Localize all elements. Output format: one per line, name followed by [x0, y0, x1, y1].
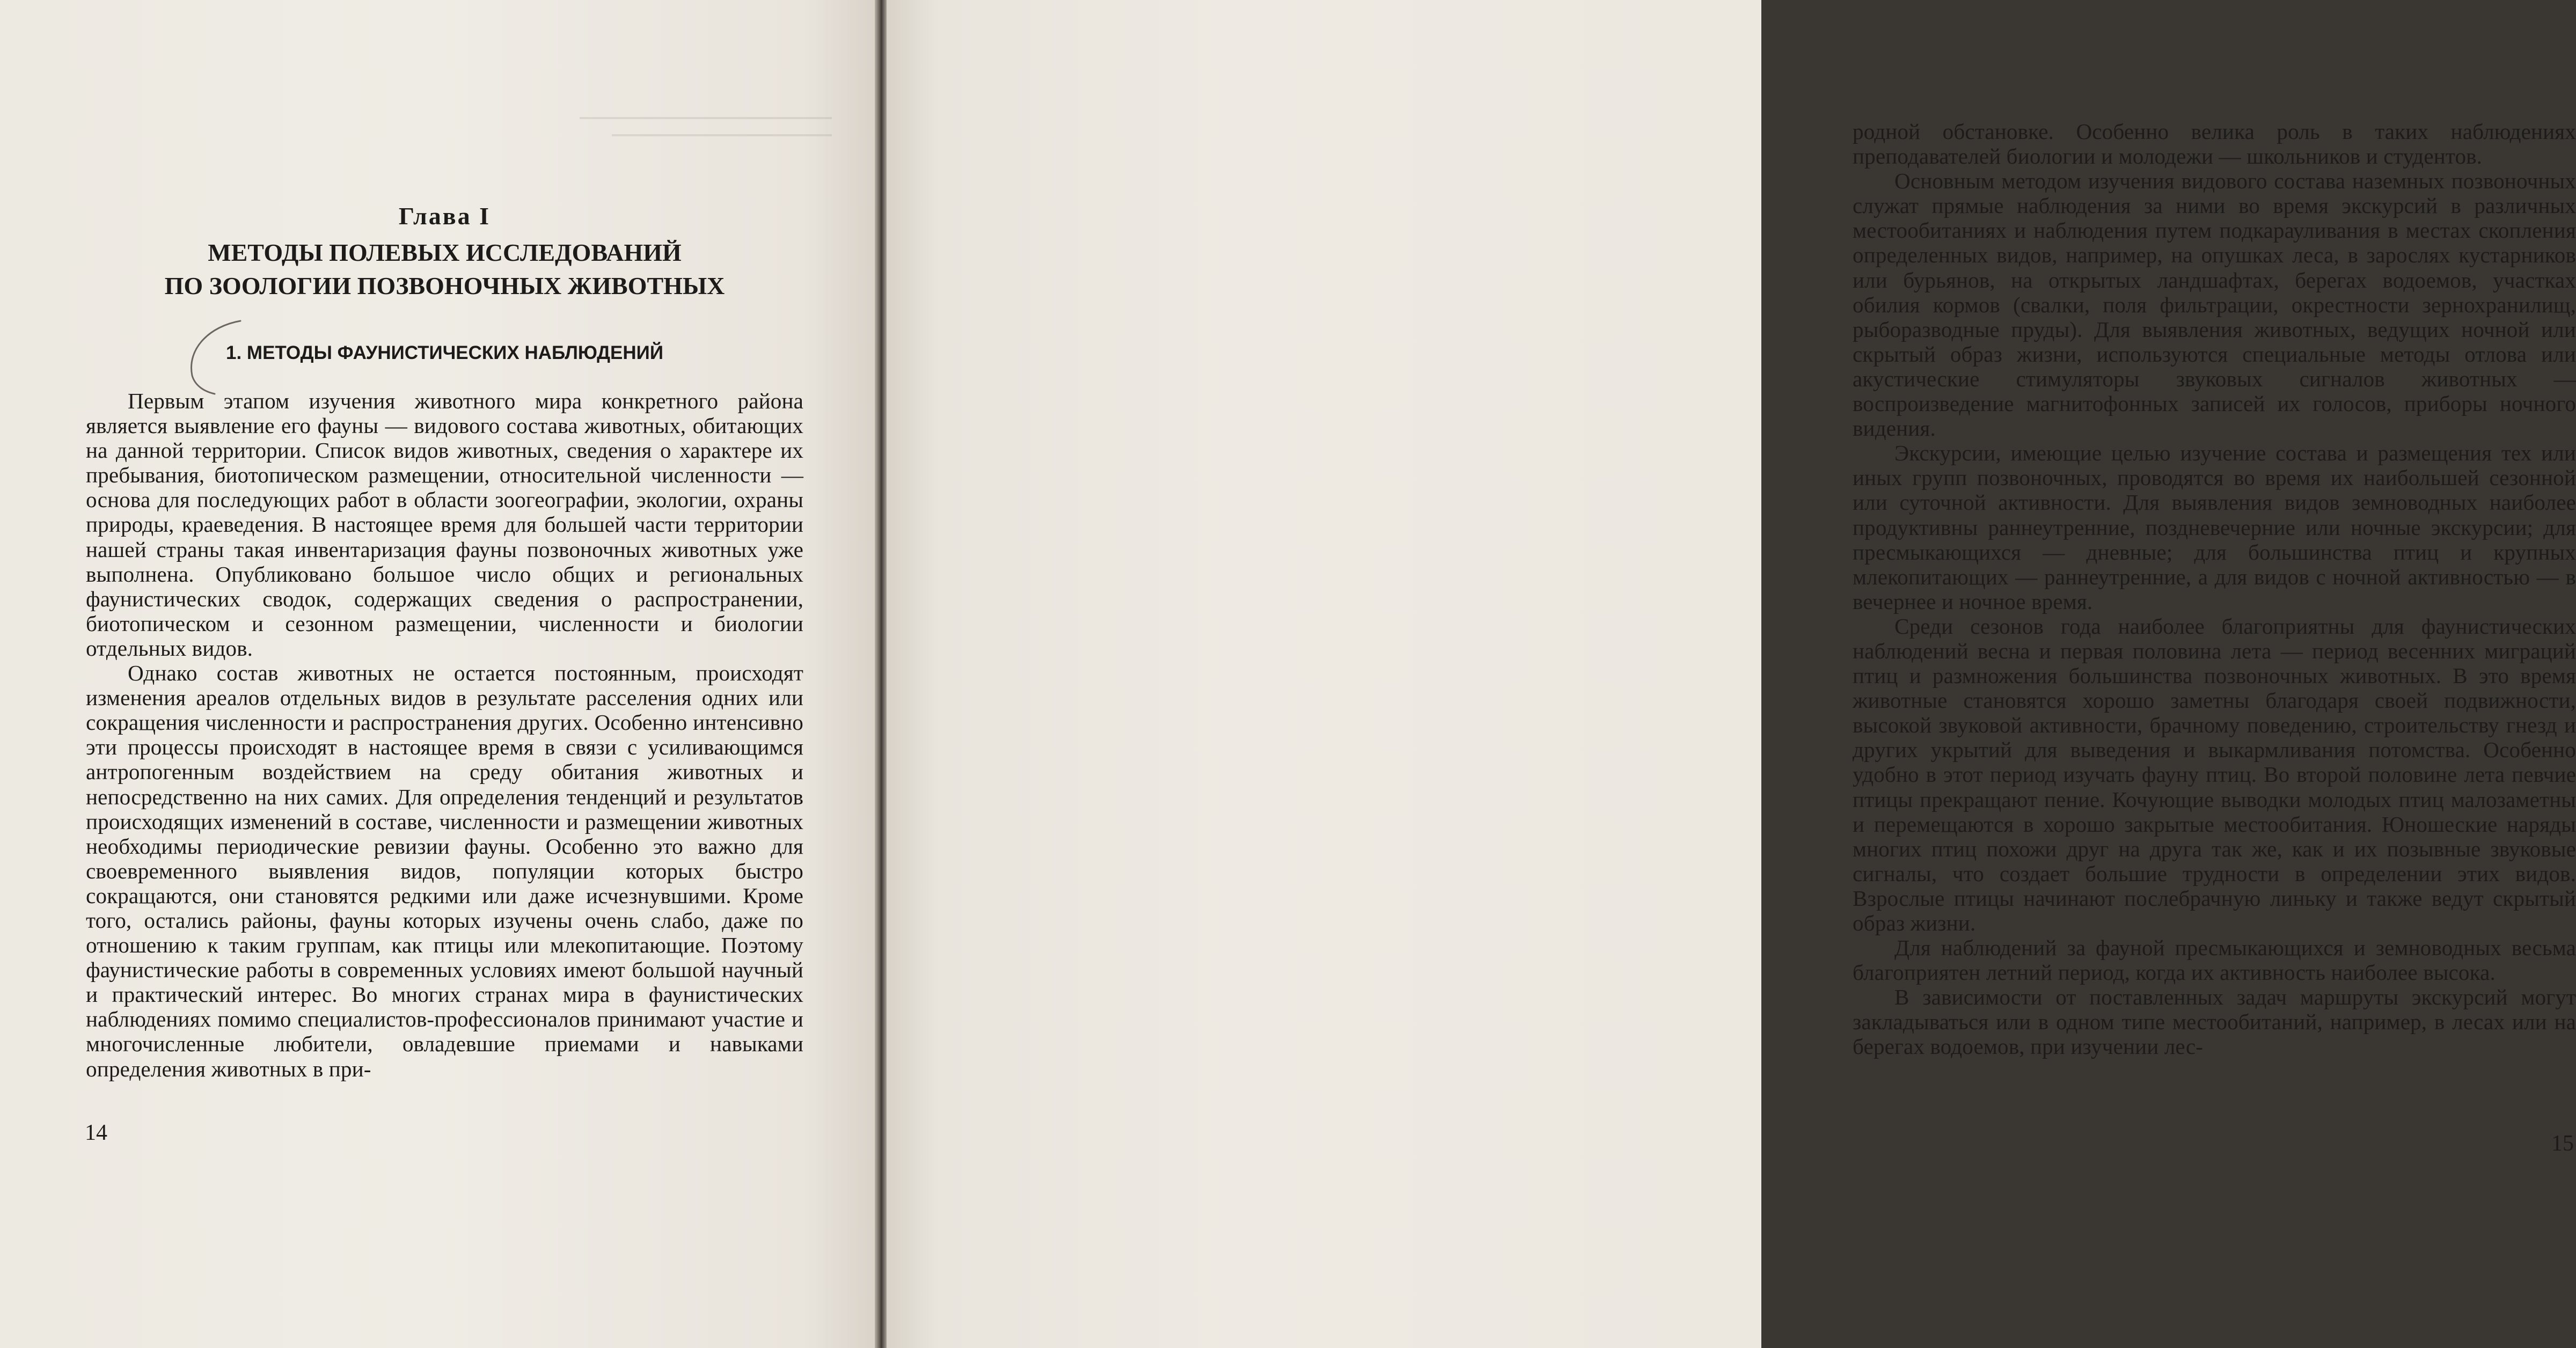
left-body-text [86, 389, 803, 1081]
chapter-title-line-2: ПО ЗООЛОГИИ ПОЗВОНОЧНЫХ ЖИВОТНЫХ [164, 272, 725, 299]
section-title: 1. МЕТОДЫ ФАУНИСТИЧЕСКИХ НАБЛЮДЕНИЙ [226, 342, 663, 363]
chapter-title [86, 236, 803, 303]
chapter-label: Глава I [398, 202, 491, 230]
bleed-through-shadow [580, 113, 832, 150]
paragraph: Экскурсии, имеющие целью изучение состава и размещения тех или иных групп позвоночных, проводятся во время их наибольшей сезонной или суточной активности. Для выявления видов земноводных наиболее продуктивны раннеутренние, поздневечерние или ночные экскурсии; для пресмыкающихся — дневные; для большинства птиц и крупных млекопитающих — раннеутренние, а для видов с ночной активностью — в вечернее и ночное время. [1853, 441, 2576, 614]
book-gutter [875, 0, 887, 1348]
right-page [887, 0, 2576, 1348]
paragraph: родной обстановке. Особенно велика роль в таких наблюдениях преподавателей биологии и молодежи — школьников и студентов. [1853, 119, 2576, 169]
paragraph: Для наблюдений за фауной пресмыкающихся и земноводных весьма благоприятен летний период, когда их активность наиболее высока. [1853, 935, 2576, 985]
paragraph: Однако состав животных не остается постоянным, происходят изменения ареалов отдельных видов в результате расселения одних или сокращения численности и распространения других. Особенно интенсивно эти процессы происходят в настоящее время в связи с усиливающимся антропогенным воздействием на среду обитания животных и непосредственно на них самих. Для определения тенденций и результатов происходящих изменений в составе, численности и размещении животных необходимы периодические ревизии фауны. Особенно это важно для своевременного выявления видов, популяции которых быстро сокращаются, они становятся редкими или даже исчезнувшими. Кроме того, остались районы, фауны которых изучены очень слабо, даже по отношению к таким группам, как птицы или млекопитающие. Поэтому фаунистические работы в современных условиях имеют большой научный и практический интерес. Во многих странах мира в фаунистических наблюдениях помимо специалистов-профессионалов принимают участие и многочисленные любители, овладевшие приемами и навыками определения животных в при- [86, 661, 803, 1081]
paragraph: Среди сезонов года наиболее благоприятны для фаунистических наблюдений весна и первая половина лета — период весенних миграций птиц и размножения большинства позвоночных животных. В это время животные становятся хорошо заметны благодаря своей подвижности, высокой звуковой активности, брачному поведению, строительству гнезд и других укрытий для выведения и выкармливания потомства. Особенно удобно в этот период изучать фауну птиц. Во второй половине лета певчие птицы прекращают пение. Кочующие выводки молодых птиц малозаметны и перемещаются в хорошо закрытые местообитания. Юношеские наряды многих птиц похожи друг на друга так же, как и их позывные звуковые сигналы, что создает большие трудности в определении этих видов. Взрослые птицы начинают послебрачную линьку и также ведут скрытый образ жизни. [1853, 613, 2576, 935]
paragraph: Первым этапом изучения животного мира конкретного района является выявление его фауны — видового состава животных, обитающих на данной территории. Список видов животных, сведения о характере их пребывания, биотопическом размещении, относительной численности — основа для последующих работ в области зоогеографии, экологии, охраны природы, краеведения. В настоящее время для большей части территории нашей страны такая инвентаризация фауны позвоночных животных уже выполнена. Опубликовано большое число общих и региональных фаунистических сводок, содержащих сведения о распространении, биотопическом и сезонном размещении, численности и биологии отдельных видов. [86, 389, 803, 661]
chapter-title-line-1: МЕТОДЫ ПОЛЕВЫХ ИССЛЕДОВАНИЙ [208, 239, 682, 266]
page-number: 14 [85, 1120, 107, 1145]
paragraph: Основным методом изучения видового состава наземных позвоночных служат прямые наблюдения за ними во время экскурсий в различных местообитаниях и наблюдения путем подкарауливания в местах скопления определенных видов, например, на опушках леса, в зарослях кустарников или бурьянов, на открытых ландшафтах, берегах водоемов, участках обилия кормов (свалки, поля фильтрации, окрестности зернохранилищ, рыборазводные пруды). Для выявления животных, ведущих ночной или скрытый образ жизни, используются специальные методы отлова или акустические стимуляторы звуковых сигналов животных — воспроизведение магнитофонных записей их голосов, приборы ночного видения. [1853, 169, 2576, 441]
paragraph: В зависимости от поставленных задач маршруты экскурсий могут закладываться или в одном типе местообитаний, например, в лесах или на берегах водоемов, при изучении лес- [1853, 985, 2576, 1059]
left-page [0, 0, 875, 1348]
right-body-text [1853, 119, 2576, 1059]
page-number: 15 [2551, 1131, 2574, 1156]
